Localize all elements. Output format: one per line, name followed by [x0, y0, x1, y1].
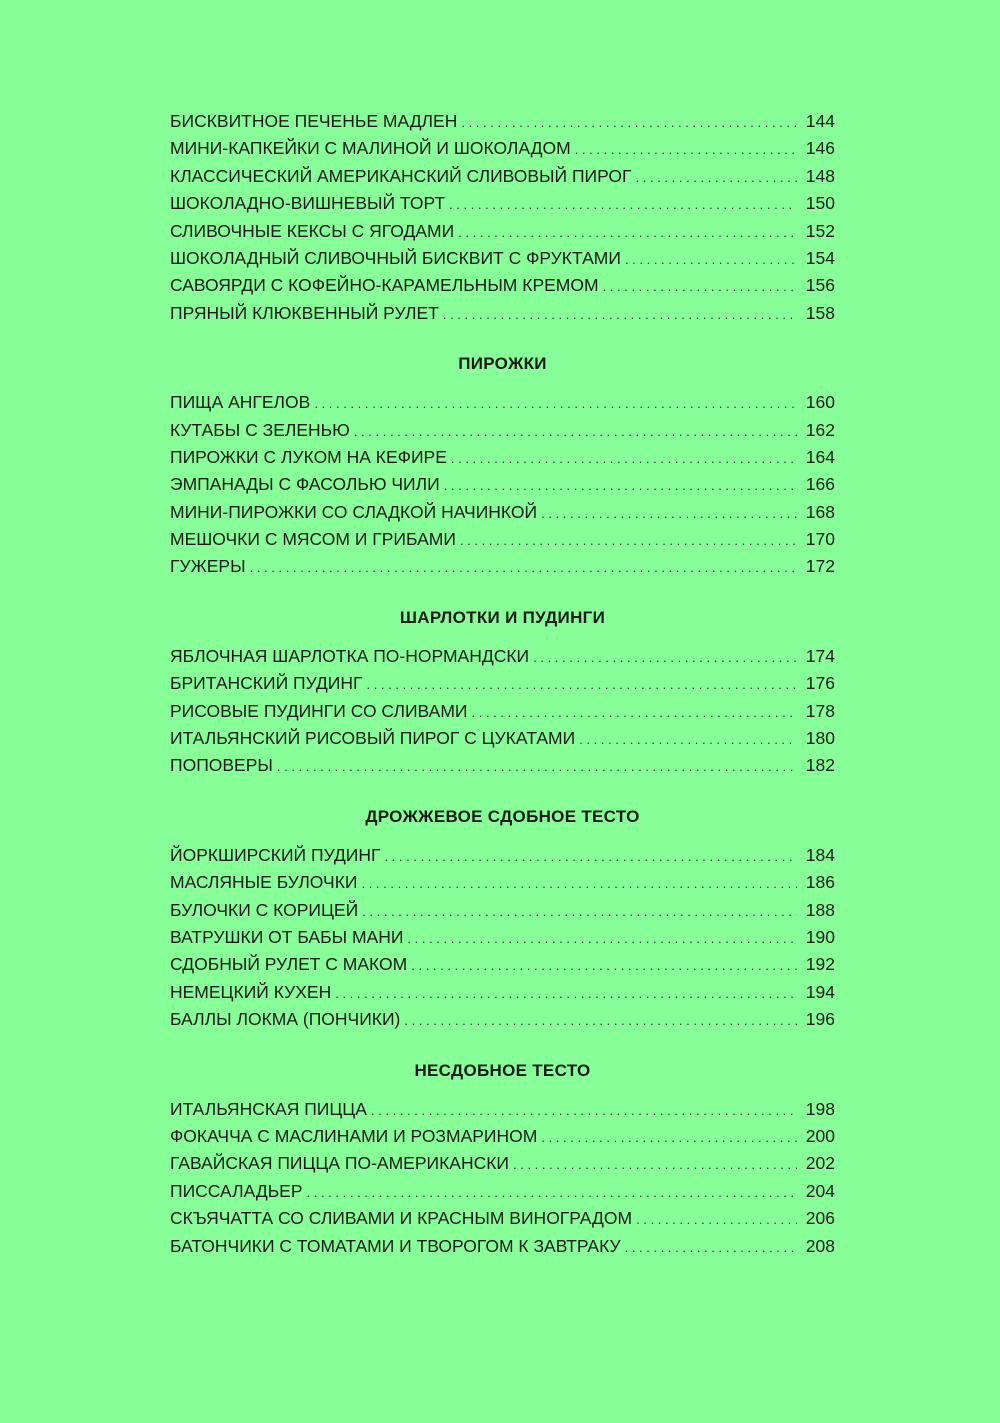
page-number: 194 — [805, 981, 835, 1002]
page-number: 176 — [805, 673, 835, 694]
dot-leader — [458, 219, 797, 246]
entry-title: НЕМЕЦКИЙ КУХЕН — [170, 981, 332, 1002]
entry-title: ФОКАЧЧА С МАСЛИНАМИ И РОЗМАРИНОМ — [170, 1125, 538, 1146]
toc-entry — [170, 842, 835, 869]
section-heading: ДРОЖЖЕВОЕ СДОБНОЕ ТЕСТО — [365, 806, 640, 826]
toc-section — [170, 603, 835, 780]
page-number: 200 — [805, 1125, 835, 1146]
entry-title: МИНИ-КАПКЕЙКИ С МАЛИНОЙ И ШОКОЛАДОМ — [170, 138, 571, 159]
entry-title: БАТОНЧИКИ С ТОМАТАМИ И ТВОРОГОМ К ЗАВТРАКУ — [170, 1235, 621, 1256]
toc-entry — [170, 526, 835, 553]
entry-title: БРИТАНСКИЙ ПУДИНГ — [170, 673, 363, 694]
dot-leader — [541, 1124, 797, 1151]
entry-title: ПИРОЖКИ С ЛУКОМ НА КЕФИРЕ — [170, 446, 447, 467]
entry-title: БУЛОЧКИ С КОРИЦЕЙ — [170, 899, 359, 920]
entry-title: ГУЖЕРЫ — [170, 556, 246, 577]
entry-title: ПРЯНЫЙ КЛЮКВЕННЫЙ РУЛЕТ — [170, 302, 439, 323]
entry-title: ВАТРУШКИ ОТ БАБЫ МАНИ — [170, 926, 404, 947]
entry-title: ГАВАЙСКАЯ ПИЦЦА ПО-АМЕРИКАНСКИ — [170, 1153, 510, 1174]
entry-title: ПИССАЛАДЬЕР — [170, 1180, 303, 1201]
toc-entry — [170, 417, 835, 444]
toc-entry — [170, 1123, 835, 1150]
page-number: 172 — [805, 556, 835, 577]
entry-title: КЛАССИЧЕСКИЙ АМЕРИКАНСКИЙ СЛИВОВЫЙ ПИРОГ — [170, 165, 632, 186]
toc-entry — [170, 272, 835, 299]
toc-entry — [170, 389, 835, 416]
page-number: 208 — [805, 1235, 835, 1256]
page-number: 186 — [805, 872, 835, 893]
toc-entry — [170, 245, 835, 272]
page-number: 150 — [805, 193, 835, 214]
dot-leader — [575, 136, 797, 163]
entry-title: СДОБНЫЙ РУЛЕТ С МАКОМ — [170, 954, 408, 975]
page-number: 184 — [805, 844, 835, 865]
toc-entry — [170, 471, 835, 498]
dot-leader — [371, 1097, 797, 1124]
entry-title: ЯБЛОЧНАЯ ШАРЛОТКА ПО-НОРМАНДСКИ — [170, 645, 530, 666]
entry-title: БАЛЛЫ ЛОКМА (ПОНЧИКИ) — [170, 1009, 401, 1030]
toc-entry — [170, 698, 835, 725]
table-of-contents — [170, 108, 835, 1260]
dot-leader — [625, 246, 797, 273]
toc-entry — [170, 951, 835, 978]
toc-entry — [170, 1150, 835, 1177]
dot-leader — [411, 952, 797, 979]
toc-entry — [170, 499, 835, 526]
toc-entry — [170, 670, 835, 697]
entry-title: ШОКОЛАДНЫЙ СЛИВОЧНЫЙ БИСКВИТ С ФРУКТАМИ — [170, 247, 621, 268]
entry-title: СЛИВОЧНЫЕ КЕКСЫ С ЯГОДАМИ — [170, 220, 455, 241]
page-number: 152 — [805, 220, 835, 241]
page-number: 198 — [805, 1098, 835, 1119]
page-number: 170 — [805, 529, 835, 550]
toc-entry — [170, 108, 835, 135]
entry-title: ЙОРКШИРСКИЙ ПУДИНГ — [170, 844, 381, 865]
toc-entry — [170, 1233, 835, 1260]
dot-leader — [443, 301, 797, 328]
toc-section — [170, 349, 835, 581]
page-number: 162 — [805, 419, 835, 440]
dot-leader — [366, 671, 797, 698]
entry-title: КУТАБЫ С ЗЕЛЕНЬЮ — [170, 419, 350, 440]
toc-entry — [170, 897, 835, 924]
section-heading: ПИРОЖКИ — [458, 354, 547, 374]
entry-title: ПОПОВЕРЫ — [170, 755, 273, 776]
toc-entry — [170, 924, 835, 951]
page-number: 148 — [805, 165, 835, 186]
page-number: 182 — [805, 755, 835, 776]
dot-leader — [541, 500, 797, 527]
toc-section — [170, 1056, 835, 1260]
toc-section — [170, 108, 835, 327]
dot-leader — [636, 1206, 797, 1233]
dot-leader — [250, 554, 797, 581]
dot-leader — [461, 109, 797, 136]
entry-title: ПИЩА АНГЕЛОВ — [170, 392, 311, 413]
toc-entry — [170, 1205, 835, 1232]
entry-title: ИТАЛЬЯНСКИЙ РИСОВЫЙ ПИРОГ С ЦУКАТАМИ — [170, 728, 576, 749]
entry-title: САВОЯРДИ С КОФЕЙНО-КАРАМЕЛЬНЫМ КРЕМОМ — [170, 275, 599, 296]
page-number: 178 — [805, 700, 835, 721]
entry-title: РИСОВЫЕ ПУДИНГИ СО СЛИВАМИ — [170, 700, 468, 721]
dot-leader — [335, 980, 797, 1007]
dot-leader — [579, 726, 797, 753]
entry-title: МИНИ-ПИРОЖКИ СО СЛАДКОЙ НАЧИНКОЙ — [170, 501, 538, 522]
toc-entry — [170, 725, 835, 752]
toc-entry — [170, 1006, 835, 1033]
toc-entry — [170, 163, 835, 190]
toc-entry — [170, 218, 835, 245]
entry-title: БИСКВИТНОЕ ПЕЧЕНЬЕ МАДЛЕН — [170, 111, 458, 131]
page-number: 164 — [805, 446, 835, 467]
page-number: 160 — [805, 392, 835, 413]
page-number: 158 — [805, 302, 835, 323]
entry-title: СКЪЯЧАТТА СО СЛИВАМИ И КРАСНЫМ ВИНОГРАДОМ — [170, 1208, 633, 1229]
page-number: 202 — [805, 1153, 835, 1174]
toc-entry — [170, 444, 835, 471]
dot-leader — [407, 925, 797, 952]
page-number: 174 — [805, 645, 835, 666]
dot-leader — [471, 699, 797, 726]
dot-leader — [361, 870, 797, 897]
toc-entry — [170, 1178, 835, 1205]
entry-title: ЭМПАНАДЫ С ФАСОЛЬЮ ЧИЛИ — [170, 474, 440, 495]
entry-title: МЕШОЧКИ С МЯСОМ И ГРИБАМИ — [170, 529, 456, 550]
dot-leader — [404, 1007, 797, 1034]
dot-leader — [444, 472, 797, 499]
page-number: 154 — [805, 247, 835, 268]
toc-entry — [170, 869, 835, 896]
entry-title: ИТАЛЬЯНСКАЯ ПИЦЦА — [170, 1098, 367, 1119]
entry-title: ШОКОЛАДНО-ВИШНЕВЫЙ ТОРТ — [170, 193, 446, 214]
page-number: 190 — [805, 926, 835, 947]
toc-entry — [170, 190, 835, 217]
page-number: 180 — [805, 728, 835, 749]
page-number: 204 — [805, 1180, 835, 1201]
toc-section — [170, 802, 835, 1034]
dot-leader — [636, 164, 798, 191]
toc-entry — [170, 643, 835, 670]
dot-leader — [533, 644, 797, 671]
section-heading: ШАРЛОТКИ И ПУДИНГИ — [399, 607, 606, 627]
page-number: 206 — [805, 1208, 835, 1229]
dot-leader — [354, 418, 797, 445]
dot-leader — [362, 898, 797, 925]
dot-leader — [513, 1151, 797, 1178]
toc-entry — [170, 752, 835, 779]
page-number: 168 — [805, 501, 835, 522]
dot-leader — [307, 1179, 797, 1206]
dot-leader — [449, 191, 797, 218]
page-number: 196 — [805, 1009, 835, 1030]
page-number: 156 — [805, 275, 835, 296]
toc-entry — [170, 135, 835, 162]
dot-leader — [625, 1234, 797, 1261]
entry-title: МАСЛЯНЫЕ БУЛОЧКИ — [170, 872, 358, 893]
page-number: 146 — [805, 138, 835, 159]
toc-entry — [170, 979, 835, 1006]
dot-leader — [460, 527, 797, 554]
toc-entry — [170, 1096, 835, 1123]
dot-leader — [603, 273, 797, 300]
dot-leader — [314, 390, 797, 417]
page-number: 192 — [805, 954, 835, 975]
dot-leader — [384, 843, 797, 870]
toc-entry — [170, 553, 835, 580]
dot-leader — [277, 753, 797, 780]
page-number: 188 — [805, 899, 835, 920]
page-number: 166 — [805, 474, 835, 495]
section-heading: НЕСДОБНОЕ ТЕСТО — [414, 1060, 591, 1080]
toc-entry — [170, 300, 835, 327]
dot-leader — [451, 445, 797, 472]
page-number: 144 — [805, 111, 835, 131]
